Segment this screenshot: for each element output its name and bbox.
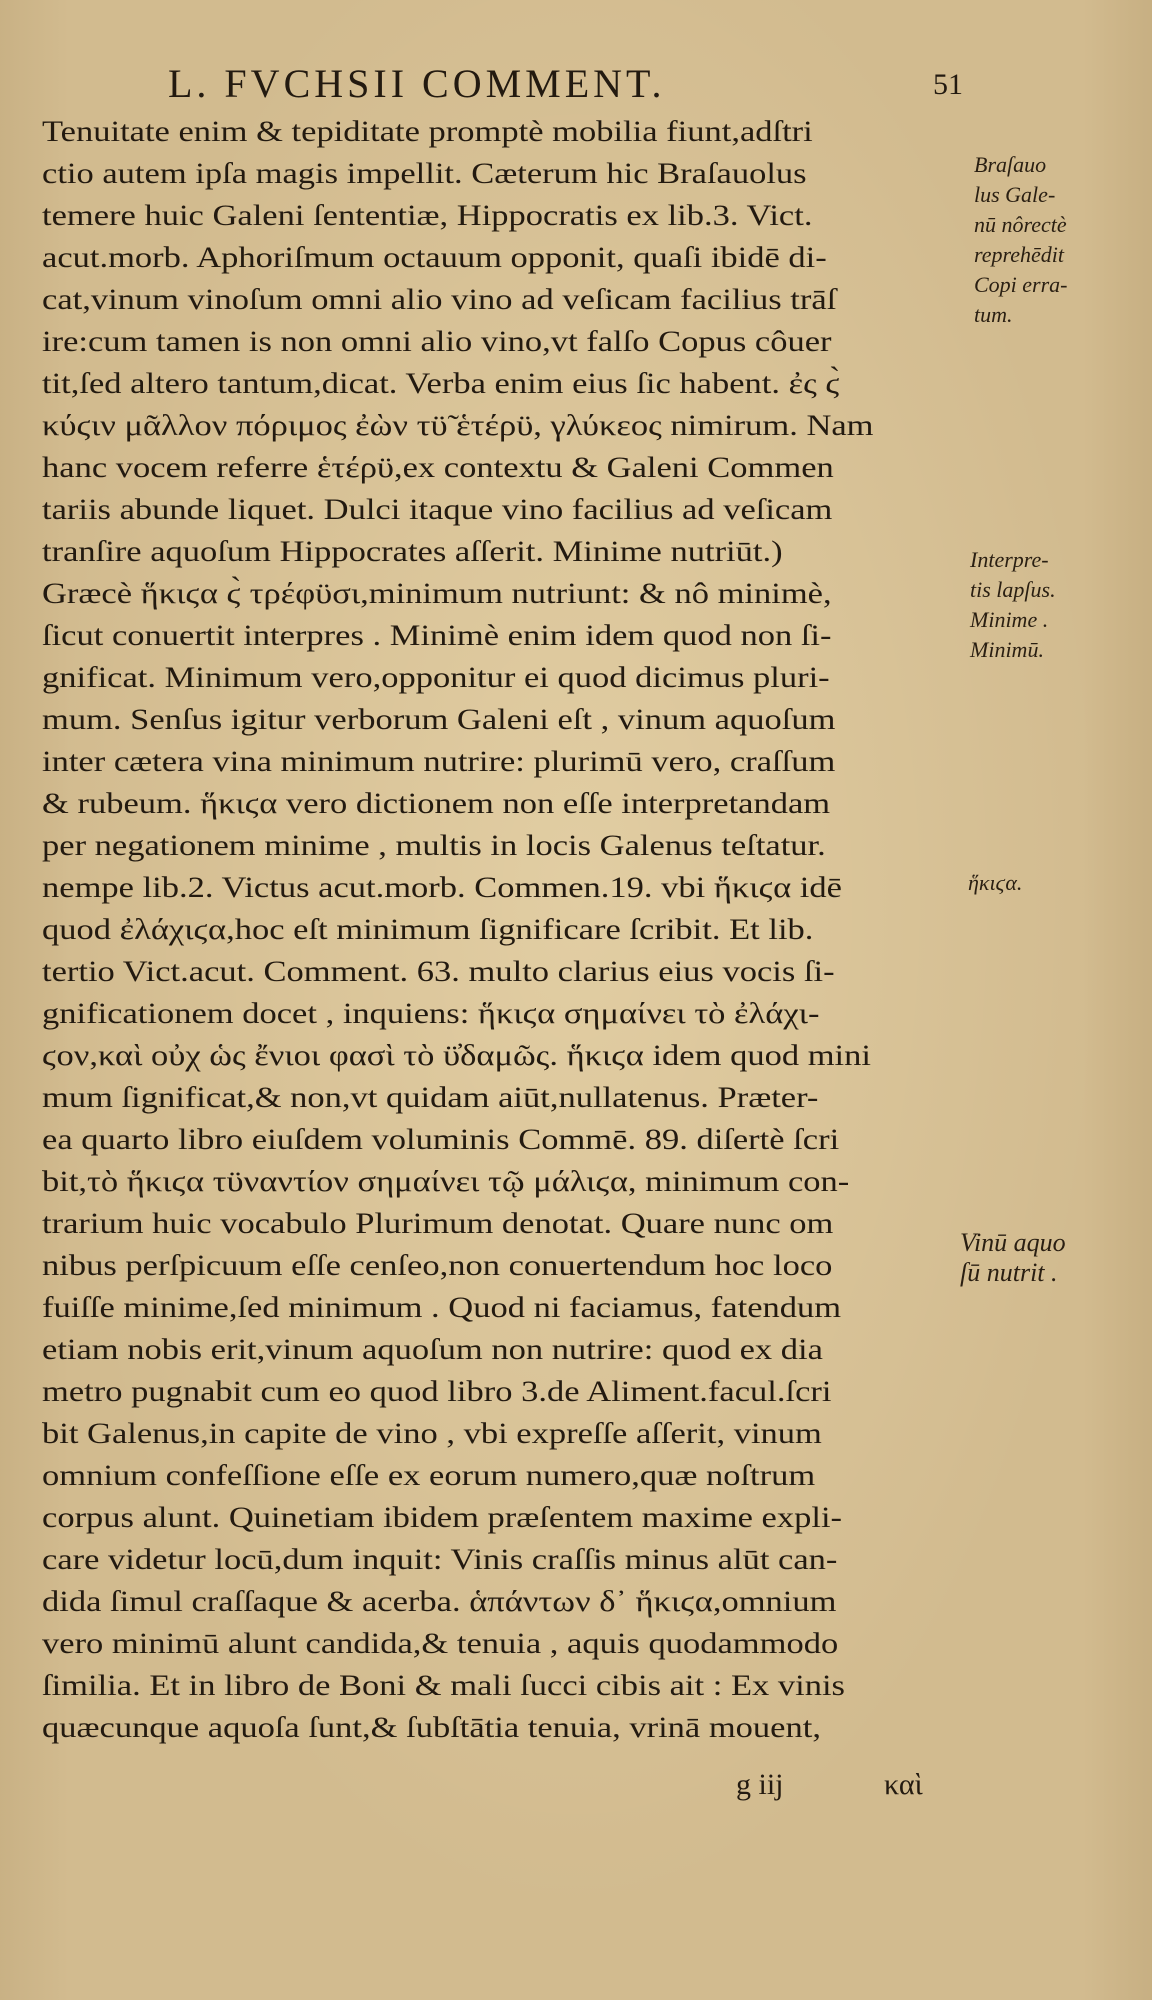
margin-note-line: nū nôrectè xyxy=(974,212,1067,237)
text-line: corpus alunt. Quinetiam ibidem præſentem maxime expli- xyxy=(42,1501,843,1534)
text-line: inter cætera vina minimum nutrire: plurimū vero, craſſum xyxy=(42,745,836,778)
margin-note-brasauolus xyxy=(974,150,1068,330)
text-line: tranſire aquoſum Hippocrates aſſerit. Minime nutriūt.) xyxy=(42,535,783,568)
text-line: vero minimū alunt candida,& tenuia , aquis quodammodo xyxy=(42,1627,839,1660)
text-line: ire:cum tamen is non omni alio vino,vt falſo Copus côuer xyxy=(42,325,832,358)
text-line: etiam nobis erit,vinum aquoſum non nutrire: quod ex dia xyxy=(42,1333,823,1366)
margin-note-line: ἥκιϛα. xyxy=(968,870,1023,895)
margin-note-line: Copi erra- xyxy=(974,272,1068,297)
text-line: nempe lib.2. Victus acut.morb. Commen.19. vbi ἥκιϛα idē xyxy=(42,871,842,904)
margin-note-hekista xyxy=(968,868,1022,898)
margin-note-line: Minime . xyxy=(970,607,1049,632)
text-line: acut.morb. Aphoriſmum octauum opponit, quaſi ibidē di- xyxy=(42,241,827,274)
catchword: καὶ xyxy=(884,1768,923,1801)
page-header xyxy=(168,60,968,110)
text-line: bit,τὸ ἥκιϛα τϋναντίον σημαίνει τῷ μάλιϛα, minimum con- xyxy=(42,1165,850,1198)
text-line: dida ſimul craſſaque & acerba. ἁπάντων δ᾽ ἥκιϛα,omnium xyxy=(42,1585,837,1618)
text-line: tit,ſed altero tantum,dicat. Verba enim eius ſic habent. ἐς ϛ̀ xyxy=(42,367,840,400)
margin-note-line: tum. xyxy=(974,302,1013,327)
text-line: nibus perſpicuum eſſe cenſeo,non conuertendum hoc loco xyxy=(42,1249,833,1282)
margin-note-line: Vinū aquo xyxy=(960,1228,1066,1257)
text-line: gnificat. Minimum vero,opponitur ei quod dicimus pluri- xyxy=(42,661,830,694)
text-line: trarium huic vocabulo Plurimum denotat. Quare nunc om xyxy=(42,1207,834,1240)
text-line: ea quarto libro eiuſdem voluminis Commē. 89. diſertè ſcri xyxy=(42,1123,840,1156)
margin-note-interpretis xyxy=(970,545,1056,665)
margin-note-vinum xyxy=(960,1228,1066,1288)
text-line: omnium confeſſione eſſe ex eorum numero,quæ noſtrum xyxy=(42,1459,816,1492)
text-line: bit Galenus,in capite de vino , vbi expreſſe aſſerit, vinum xyxy=(42,1417,822,1450)
text-line: ſicut conuertit interpres . Minimè enim idem quod non ſi- xyxy=(42,619,832,652)
text-line: per negationem minime , multis in locis Galenus teſtatur. xyxy=(42,829,826,862)
margin-note-line: reprehēdit xyxy=(974,242,1065,267)
margin-note-line: ſū nutrit . xyxy=(960,1258,1058,1287)
text-line: quæcunque aquoſa ſunt,& ſubſtātia tenuia, vrinā mouent, xyxy=(42,1711,821,1744)
text-line: quod ἐλάχιϛα,hoc eſt minimum ſignificare ſcribit. Et lib. xyxy=(42,913,814,946)
margin-note-line: Minimū. xyxy=(970,637,1044,662)
text-line: metro pugnabit cum eo quod libro 3.de Aliment.facul.ſcri xyxy=(42,1375,832,1408)
margin-note-line: Interpre- xyxy=(970,547,1049,572)
folio-number: 51 xyxy=(933,68,963,101)
margin-note-line: tis lapſus. xyxy=(970,577,1056,602)
text-line: temere huic Galeni ſententiæ, Hippocratis ex lib.3. Vict. xyxy=(42,199,813,232)
text-line: fuiſſe minime,ſed minimum . Quod ni faciamus, fatendum xyxy=(42,1291,842,1324)
text-line: tariis abunde liquet. Dulci itaque vino facilius ad veſicam xyxy=(42,493,833,526)
text-line: ϛον,καὶ οὐχ ὡς ἔνιοι φασὶ τὸ ϋ̓δαμῶς. ἥκιϛα idem quod mini xyxy=(42,1039,871,1072)
text-line: κύϛιν μᾶλλον πόριμος ἐὼν τϋ̃ ἑτέρϋ, γλύκεος nimirum. Nam xyxy=(42,409,874,442)
text-line: ſimilia. Et in libro de Boni & mali ſucci cibis ait : Ex vinis xyxy=(42,1669,845,1702)
text-line: tertio Vict.acut. Comment. 63. multo clarius eius vocis ſi- xyxy=(42,955,835,988)
text-line: hanc vocem referre ἑτέρϋ,ex contextu & Galeni Commen xyxy=(42,451,834,484)
text-line: mum ſignificat,& non,vt quidam aiūt,nullatenus. Præter- xyxy=(42,1081,819,1114)
running-head: L. FVCHSII COMMENT. xyxy=(168,61,666,106)
margin-note-line: Braſauo xyxy=(974,152,1047,177)
signature-mark: g iij xyxy=(736,1768,784,1801)
margin-note-line: lus Gale- xyxy=(974,182,1056,207)
text-line: gnificationem docet , inquiens: ἥκιϛα σημαίνει τὸ ἐλάχι- xyxy=(42,997,820,1030)
text-line: ctio autem ipſa magis impellit. Cæterum hic Braſauolus xyxy=(42,157,807,190)
text-line: & rubeum. ἥκιϛα vero dictionem non eſſe interpretandam xyxy=(42,787,831,820)
page-footer xyxy=(736,1768,976,1808)
text-line: Græcè ἥκιϛα ϛ̀ τρέφϋσι,minimum nutriunt: & nô minimè, xyxy=(42,577,832,610)
text-line: cat,vinum vinoſum omni alio vino ad veſicam facilius trāſ xyxy=(42,283,837,316)
text-line: mum. Senſus igitur verborum Galeni eſt , vinum aquoſum xyxy=(42,703,836,736)
text-line: care videtur locū,dum inquit: Vinis craſſis minus alūt can- xyxy=(42,1543,838,1576)
text-line: Tenuitate enim & tepiditate promptè mobilia fiunt,adſtri xyxy=(42,115,813,148)
